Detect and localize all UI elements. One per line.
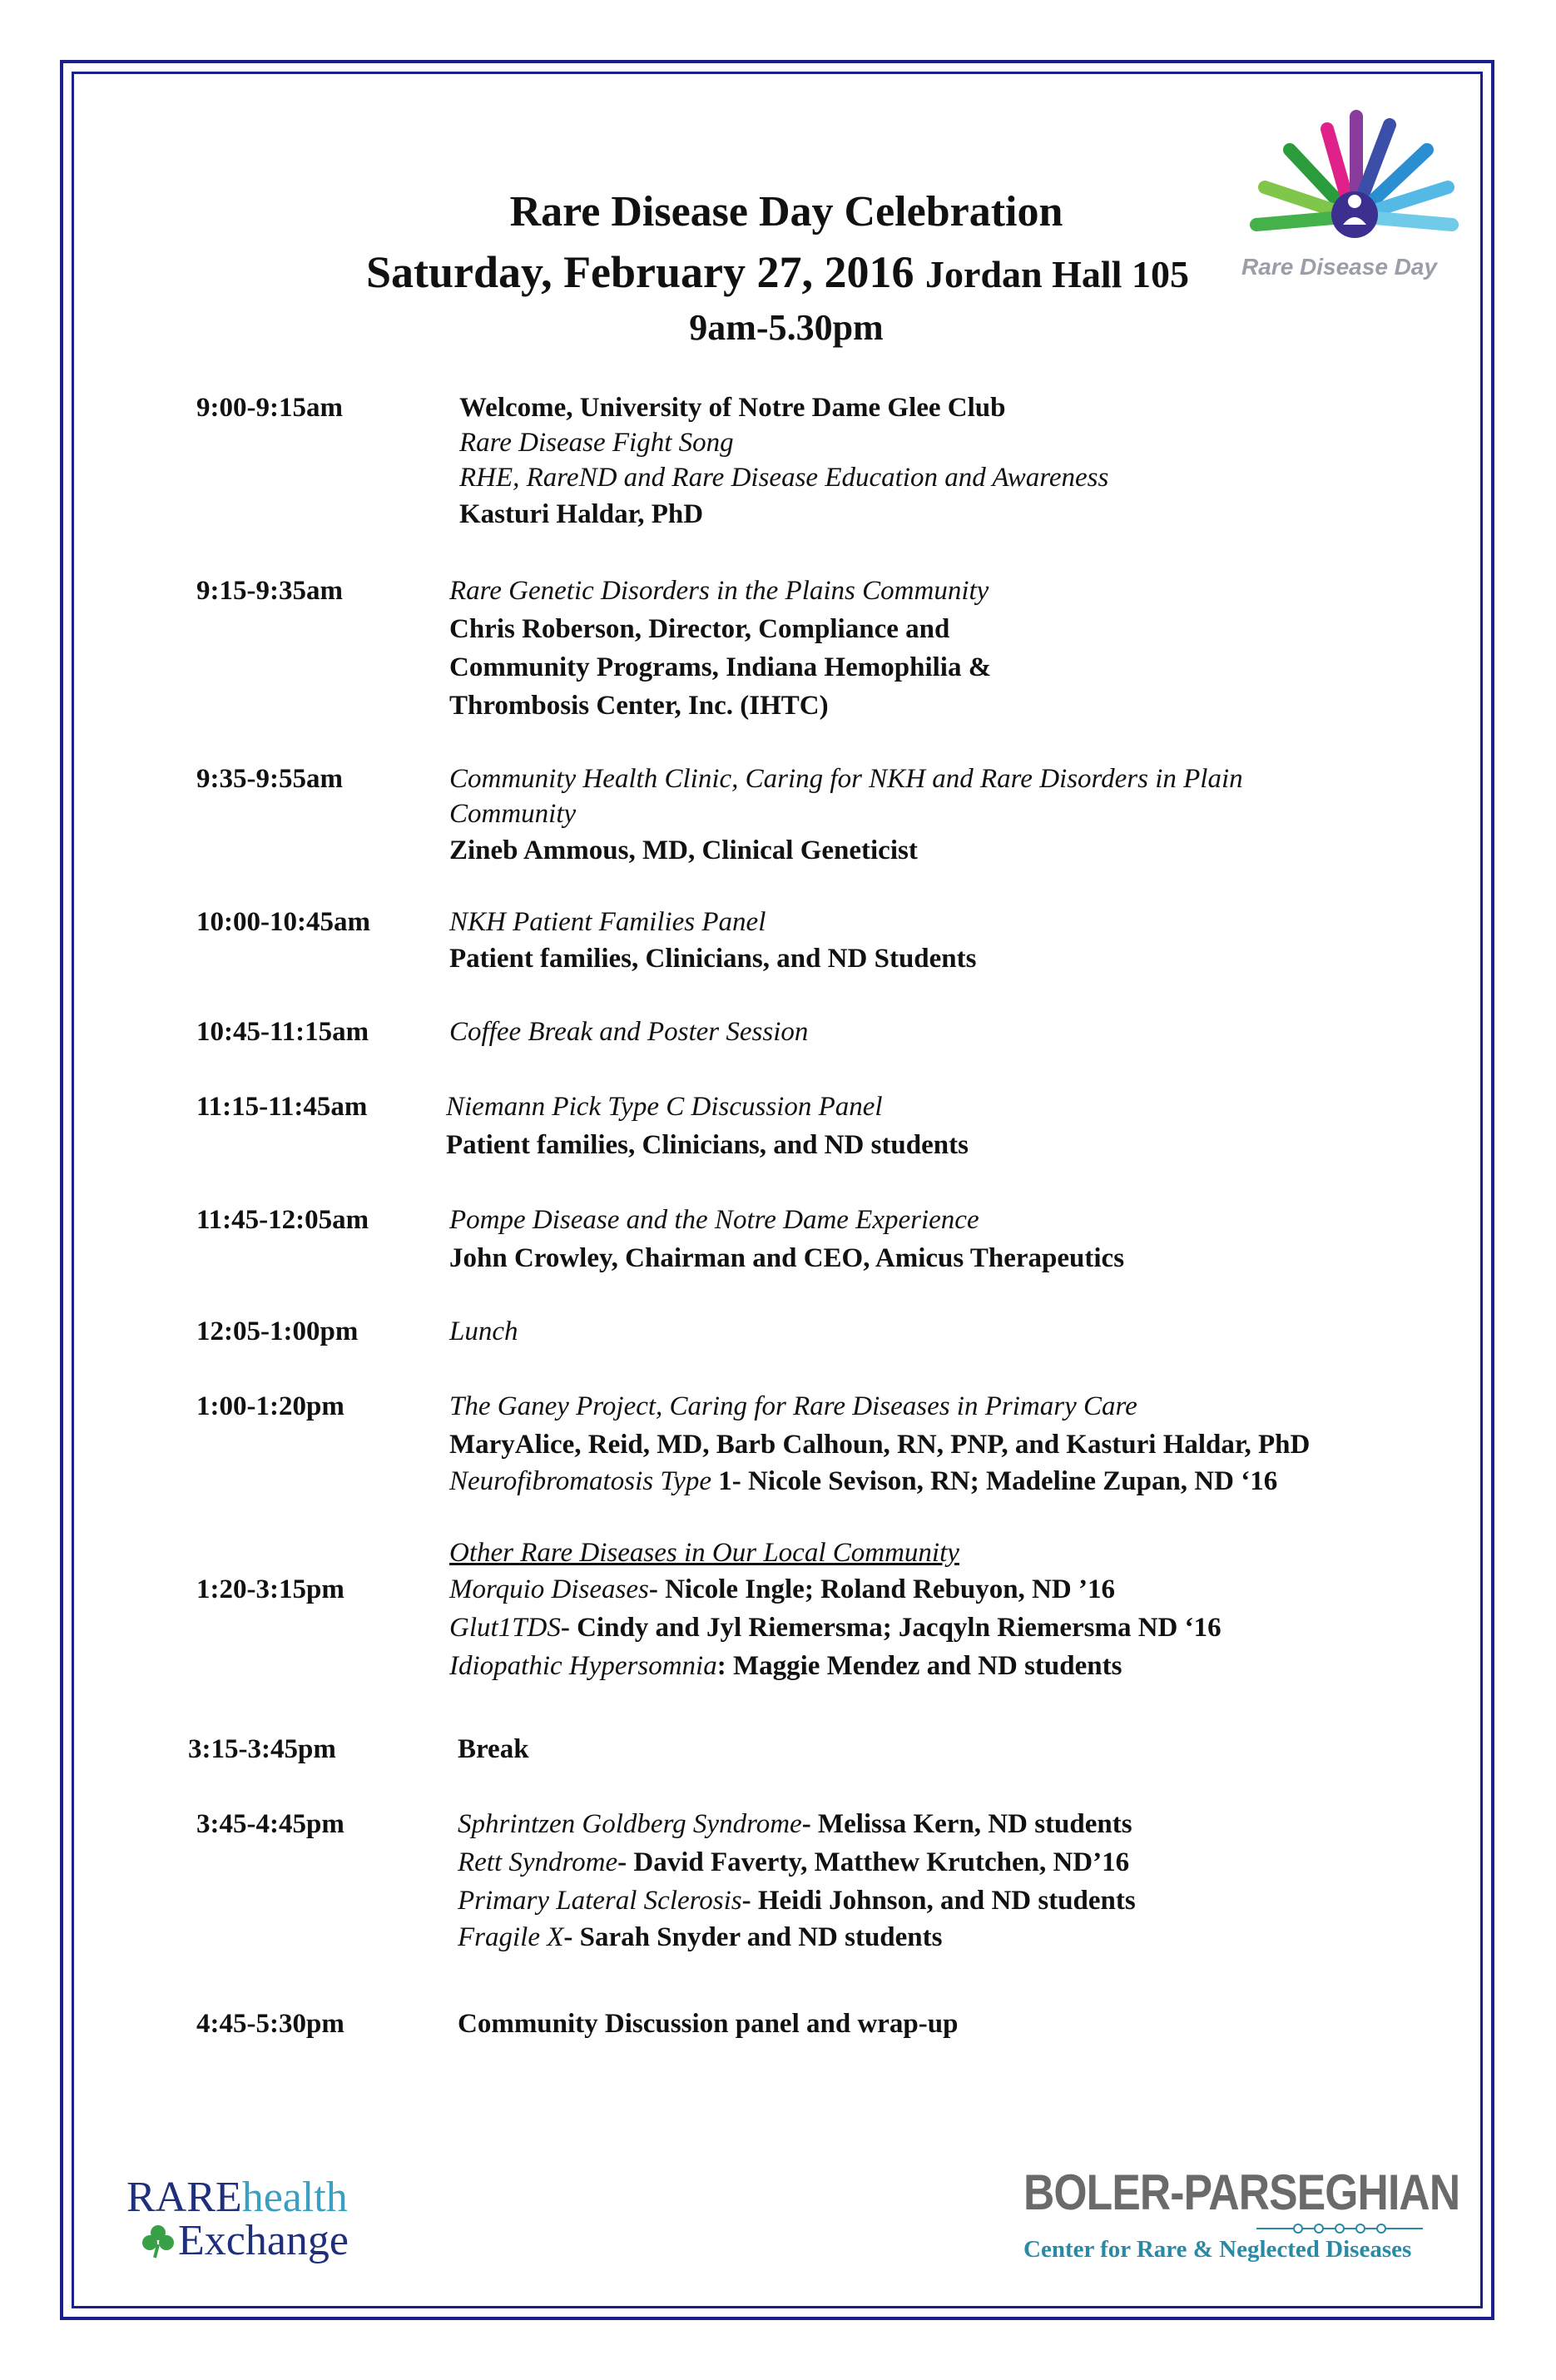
rhe-exchange-text: Exchange bbox=[178, 2217, 349, 2264]
schedule-time: 3:45-4:45pm bbox=[196, 1809, 344, 1839]
topic-title: Rett Syndrome bbox=[458, 1847, 618, 1877]
schedule-line: Rare Disease Fight Song bbox=[459, 428, 734, 458]
topic-title: Neurofibromatosis Type bbox=[449, 1466, 712, 1496]
schedule-line: RHE, RareND and Rare Disease Education and Awareness bbox=[459, 463, 1109, 493]
schedule-time: 11:15-11:45am bbox=[196, 1092, 368, 1122]
topic-title: Morquio Diseases bbox=[449, 1574, 649, 1604]
schedule-line bbox=[458, 1847, 1129, 1878]
event-date-venue bbox=[366, 246, 1189, 298]
event-date: Saturday, February 27, 2016 bbox=[366, 247, 914, 297]
topic-title: Idiopathic Hypersomnia bbox=[449, 1651, 717, 1681]
schedule-line: Niemann Pick Type C Discussion Panel bbox=[446, 1092, 883, 1122]
event-title: Rare Disease Day Celebration bbox=[509, 188, 1063, 236]
schedule-line: The Ganey Project, Caring for Rare Diseases in Primary Care bbox=[449, 1391, 1137, 1421]
schedule-line: Patient families, Clinicians, and ND Students bbox=[449, 944, 977, 974]
schedule-line bbox=[458, 1922, 943, 1953]
bp-name-text: BOLER-PARSEGHIAN bbox=[1023, 2164, 1460, 2220]
topic-title: Primary Lateral Sclerosis bbox=[458, 1886, 742, 1916]
schedule-line: Community Discussion panel and wrap-up bbox=[458, 2009, 959, 2039]
schedule-line: Break bbox=[458, 1734, 529, 1764]
schedule-line: Chris Roberson, Director, Compliance and bbox=[449, 614, 950, 644]
rhe-health-text: health bbox=[241, 2174, 348, 2221]
event-hours: 9am-5.30pm bbox=[689, 307, 884, 348]
bp-sub-text: Center for Rare & Neglected Diseases bbox=[1023, 2236, 1412, 2263]
schedule-line: Thrombosis Center, Inc. (IHTC) bbox=[449, 691, 829, 721]
schedule-line: Kasturi Haldar, PhD bbox=[459, 499, 704, 529]
schedule-line: Welcome, University of Notre Dame Glee Club bbox=[459, 393, 1006, 423]
presenters: - Sarah Snyder and ND students bbox=[563, 1922, 943, 1952]
schedule-line bbox=[458, 1809, 1132, 1840]
schedule-time: 12:05-1:00pm bbox=[196, 1316, 359, 1346]
schedule-line bbox=[449, 1574, 1115, 1605]
topic-title: Glut1TDS bbox=[449, 1613, 561, 1643]
presenters: - Nicole Ingle; Roland Rebuyon, ND ’16 bbox=[648, 1574, 1115, 1604]
schedule-time: 9:35-9:55am bbox=[196, 764, 343, 794]
schedule-line bbox=[449, 1613, 1222, 1644]
schedule-time: 3:15-3:45pm bbox=[188, 1734, 336, 1764]
schedule-time: 4:45-5:30pm bbox=[196, 2009, 344, 2039]
schedule-line: Patient families, Clinicians, and ND students bbox=[446, 1130, 969, 1160]
schedule-time: 10:00-10:45am bbox=[196, 907, 370, 937]
schedule-line: Rare Genetic Disorders in the Plains Community bbox=[449, 576, 989, 606]
topic-title: Fragile X bbox=[458, 1922, 564, 1952]
rare-health-exchange-logo bbox=[126, 2176, 349, 2263]
presenters: - Heidi Johnson, and ND students bbox=[741, 1886, 1136, 1916]
schedule-line: MaryAlice, Reid, MD, Barb Calhoun, RN, PNP, and Kasturi Haldar, PhD bbox=[449, 1430, 1311, 1460]
schedule-line: Community Programs, Indiana Hemophilia & bbox=[449, 652, 992, 682]
event-venue: Jordan Hall 105 bbox=[925, 253, 1189, 295]
schedule-line: Pompe Disease and the Notre Dame Experience bbox=[449, 1205, 979, 1235]
presenters: - Cindy and Jyl Riemersma; Jacqyln Riemersma ND ‘16 bbox=[560, 1613, 1222, 1643]
presenters: 1- Nicole Sevison, RN; Madeline Zupan, ND ‘16 bbox=[711, 1466, 1278, 1496]
schedule-time: 9:15-9:35am bbox=[196, 576, 343, 606]
schedule-line bbox=[449, 1651, 1122, 1682]
schedule-line: Community bbox=[449, 799, 577, 829]
boler-parseghian-logo bbox=[1023, 2164, 1460, 2263]
schedule-line: NKH Patient Families Panel bbox=[449, 907, 766, 937]
rhe-rare-text: RARE bbox=[126, 2174, 242, 2221]
schedule-line bbox=[449, 1466, 1277, 1497]
schedule-time: 11:45-12:05am bbox=[196, 1205, 369, 1235]
presenters: : Maggie Mendez and ND students bbox=[716, 1651, 1122, 1681]
schedule-time: 1:20-3:15pm bbox=[196, 1574, 344, 1604]
schedule-line: Coffee Break and Poster Session bbox=[449, 1017, 809, 1047]
schedule-line: Other Rare Diseases in Our Local Community bbox=[449, 1538, 959, 1568]
dna-beads-icon bbox=[1256, 2222, 1423, 2235]
schedule-time: 10:45-11:15am bbox=[196, 1017, 369, 1047]
shamrock-icon bbox=[140, 2223, 176, 2259]
schedule-line: Community Health Clinic, Caring for NKH and Rare Disorders in Plain bbox=[449, 764, 1243, 794]
schedule-time: 9:00-9:15am bbox=[196, 393, 343, 423]
schedule-line: Zineb Ammous, MD, Clinical Geneticist bbox=[449, 835, 918, 865]
rare-disease-day-logo-text: Rare Disease Day bbox=[1241, 254, 1438, 280]
schedule-line: Lunch bbox=[449, 1316, 518, 1346]
schedule-line: John Crowley, Chairman and CEO, Amicus Therapeutics bbox=[449, 1243, 1125, 1273]
presenters: - Melissa Kern, ND students bbox=[801, 1809, 1132, 1839]
topic-title: Sphrintzen Goldberg Syndrome bbox=[458, 1809, 802, 1839]
schedule-line bbox=[458, 1886, 1136, 1916]
presenters: - David Faverty, Matthew Krutchen, ND’16 bbox=[617, 1847, 1130, 1877]
schedule-time: 1:00-1:20pm bbox=[196, 1391, 344, 1421]
